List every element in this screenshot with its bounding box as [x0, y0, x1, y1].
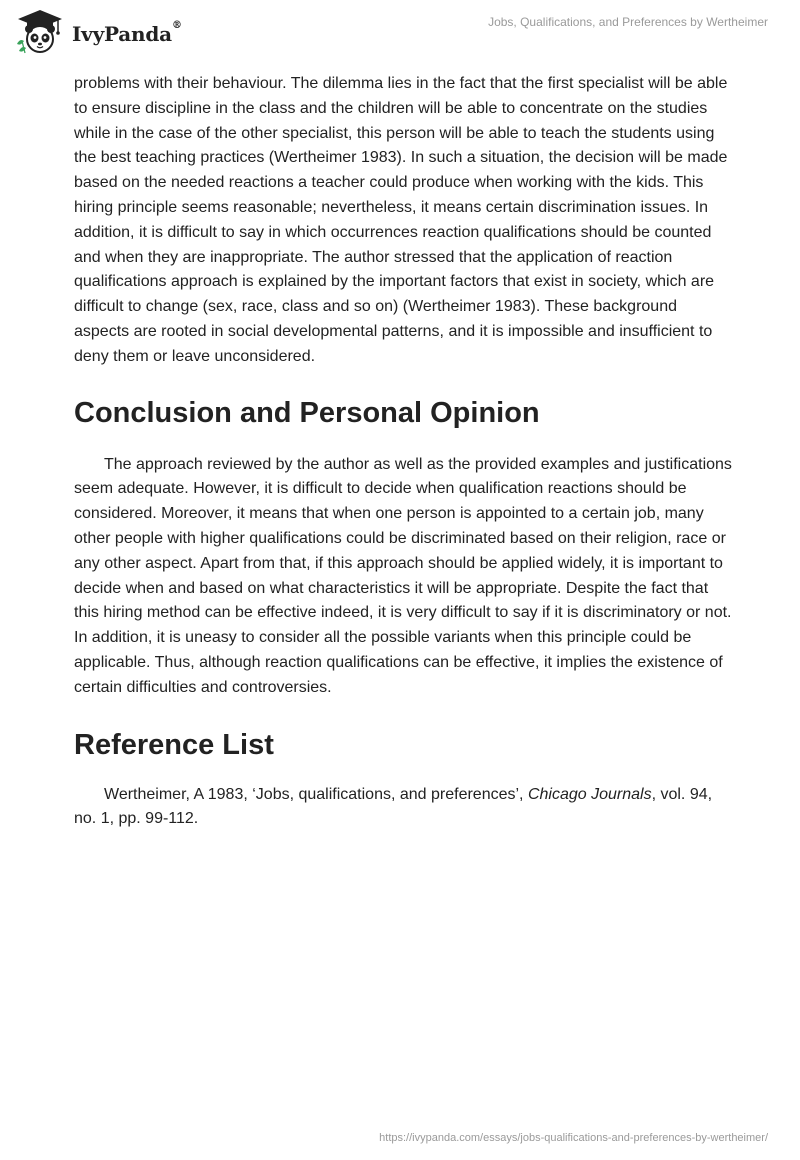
reference-details: , vol. 94, no. 1, pp. 99-112.	[74, 785, 713, 828]
body-paragraph: problems with their behaviour. The dilemma lies in the fact that the first specialist will be able to ensure discipline in the class and the children will be able to concentrate on the studies while in the case of the other specialist, this person will be able to teach the students using the best teaching practices (Wertheimer 1983). In such a situation, the decision will be made based on the needed reactions a teacher could produce when working with the kids. This hiring principle seems reasonable; nevertheless, it means certain discrimination issues. In addition, it is difficult to say in which occurrences reaction qualifications should be counted and when they are inappropriate. The author stressed that the application of reaction qualifications approach is explained by the important factors that exist in society, which are difficult to change (sex, race, class and so on) (Wertheimer 1983). These background aspects are rooted in social developmental patterns, and it is impossible and insufficient to deny them or leave unconsidered.	[74, 75, 728, 365]
ivypanda-logo[interactable]	[14, 8, 182, 56]
reference-entry	[74, 783, 734, 833]
reference-authors: Wertheimer, A 1983, ‘Jobs, qualifications, and preferences’,	[104, 785, 528, 803]
document-title: Jobs, Qualifications, and Preferences by Wertheimer	[488, 15, 768, 29]
source-url[interactable]: https://ivypanda.com/essays/jobs-qualifications-and-preferences-by-wertheimer/	[379, 1132, 768, 1144]
panda-graduate-icon	[14, 8, 66, 56]
section-heading-conclusion: Conclusion and Personal Opinion	[74, 396, 540, 429]
brand-name-text: IvyPanda	[72, 22, 172, 46]
body-paragraph: The approach reviewed by the author as well as the provided examples and justifications seem adequate. However, it is difficult to decide when qualification reactions should be considered. Moreover, it means that when one person is appointed to a certain job, many other people with higher qualifications could be discriminated based on their religion, race or any other aspect. Apart from that, if this approach should be applied widely, it is important to decide when and based on what characteristics it will be appropriate. Despite the fact that this hiring method can be effective indeed, it is very difficult to say if it is discriminatory or not. In addition, it is uneasy to consider all the possible variants when this principle could be applicable. Thus, although reaction qualifications can be effective, it implies the existence of certain difficulties and controversies.	[74, 455, 732, 696]
brand-name	[72, 22, 182, 46]
reference-journal: Chicago Journals	[527, 785, 652, 803]
essay-content	[74, 72, 734, 832]
page-header	[0, 0, 800, 70]
registered-mark: ®	[171, 20, 182, 31]
section-heading-references: Reference List	[74, 728, 274, 761]
